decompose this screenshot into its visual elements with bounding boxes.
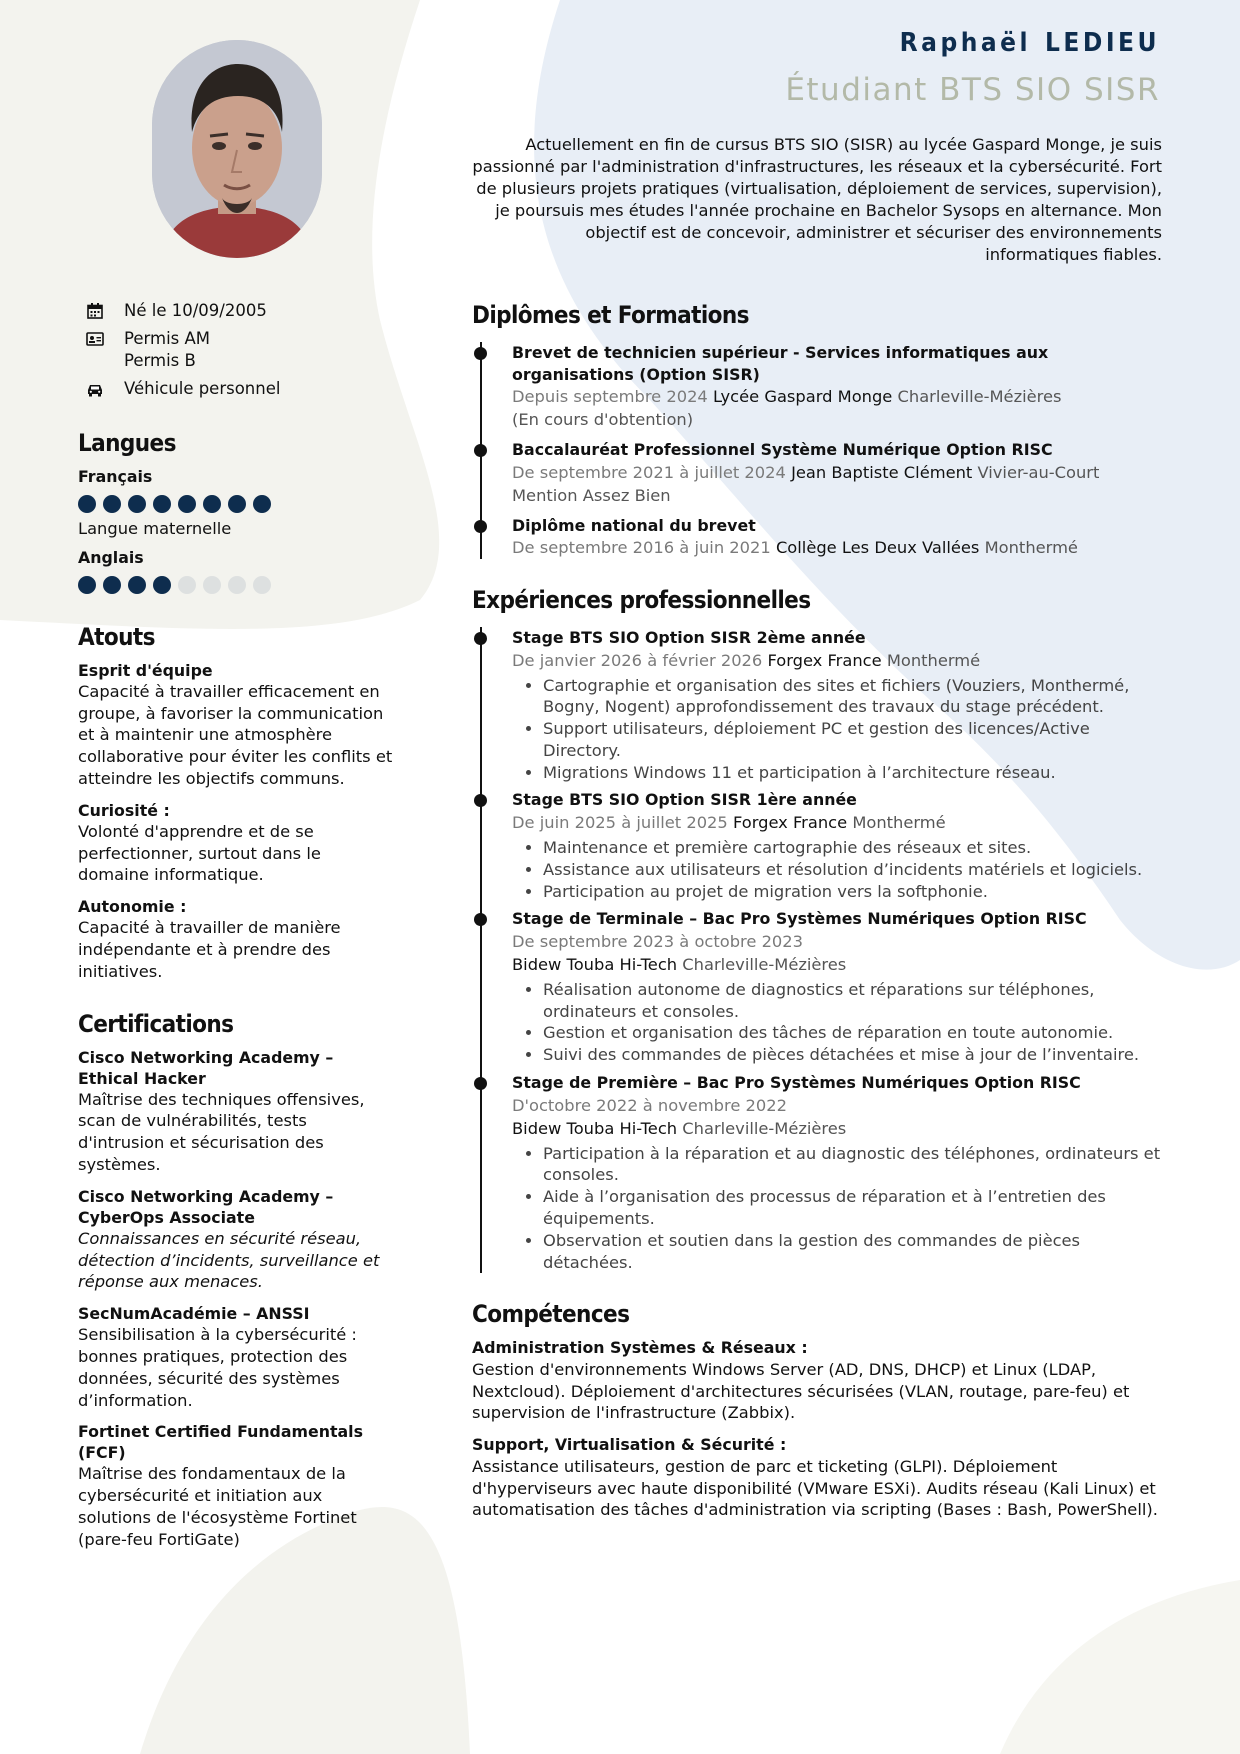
vehicle-text: Véhicule personnel <box>124 379 281 398</box>
strength-item <box>78 660 396 790</box>
education-meta <box>512 385 1164 408</box>
vehicle-row <box>78 378 396 400</box>
experience-points <box>512 675 1164 784</box>
experience-company: Forgex France <box>767 650 882 670</box>
experience-point: • Cartographie et organisation des sites et fichiers (Vouziers, Monthermé, Bogny, Nogent) approfondissement des travaux du stage précédent. <box>543 675 1164 719</box>
experience-title-text: Stage de Première – Bac Pro Systèmes Numériques Option RISC <box>512 1073 1081 1093</box>
language-name: Anglais <box>78 547 144 567</box>
education-school: Jean Baptiste Clément <box>791 462 973 482</box>
level-dot-filled <box>203 495 221 513</box>
level-dot-filled <box>153 495 171 513</box>
experience-company: Bidew Touba Hi-Tech <box>512 954 678 974</box>
experience-point: • Suivi des commandes de pièces détachées et mise à jour de l’inventaire. <box>543 1044 1164 1066</box>
timeline-bullet <box>474 520 487 533</box>
strength-label: Autonomie : <box>78 897 187 917</box>
experience-point: • Assistance aux utilisateurs et résolution d’incidents matériels et logiciels. <box>543 859 1164 881</box>
birthdate-row <box>78 300 396 322</box>
experience-point: • Réalisation autonome de diagnostics et réparations sur téléphones, ordinateurs et consoles. <box>543 979 1164 1023</box>
education-section <box>472 300 1164 559</box>
certification-label: Cisco Networking Academy – CyberOps Associate <box>78 1186 334 1227</box>
skill-item <box>472 1434 1164 1521</box>
strength-label: Esprit d'équipe <box>78 660 213 680</box>
education-extra: (En cours d'obtention) <box>512 410 694 429</box>
language-level-dots <box>78 495 396 513</box>
level-dot-filled <box>178 495 196 513</box>
experience-place: Charleville-Mézières <box>682 1118 847 1138</box>
experience-company: Bidew Touba Hi-Tech <box>512 1118 678 1138</box>
personal-info <box>78 300 396 400</box>
experience-points <box>512 1143 1164 1274</box>
skill-item <box>472 1337 1164 1424</box>
timeline-bullet <box>474 632 487 645</box>
skill-label: Support, Virtualisation & Sécurité : <box>472 1435 787 1455</box>
strengths-title: Atouts <box>78 622 155 651</box>
education-school: Lycée Gaspard Monge <box>712 387 893 406</box>
car-icon <box>86 380 104 398</box>
education-timeline <box>472 342 1164 559</box>
experience-title-text: Stage de Terminale – Bac Pro Systèmes Numériques Option RISC <box>512 909 1087 929</box>
strength-item <box>78 896 396 982</box>
license-am-text: Permis AM <box>124 329 211 348</box>
skill-label: Administration Systèmes & Réseaux : <box>472 1338 808 1358</box>
education-meta <box>512 536 1164 559</box>
certification-item <box>78 1303 396 1411</box>
experience-meta <box>512 953 1164 976</box>
certification-item <box>78 1421 396 1550</box>
birthdate-text: Né le 10/09/2005 <box>124 301 267 320</box>
strength-item <box>78 800 396 886</box>
experience-place: Charleville-Mézières <box>682 954 847 974</box>
certification-text: Maîtrise des fondamentaux de la cybersécurité et initiation aux solutions de l'écosystème Fortinet (pare-feu FortiGate) <box>78 1464 357 1549</box>
level-dot-filled <box>228 495 246 513</box>
level-dot-empty <box>178 576 196 594</box>
experience-points <box>512 979 1164 1066</box>
language-note: Langue maternelle <box>78 519 232 538</box>
certification-label: SecNumAcadémie – ANSSI <box>78 1304 310 1324</box>
certification-text: Sensibilisation à la cybersécurité : bonnes pratiques, protection des données, sécurité des systèmes d’information. <box>78 1325 357 1410</box>
certification-text: Maîtrise des techniques offensives, scan de vulnérabilités, tests d'intrusion et sécurisation des systèmes. <box>78 1089 365 1174</box>
certification-text: Connaissances en sécurité réseau, détection d’incidents, surveillance et réponse aux menaces. <box>78 1228 380 1292</box>
level-dot-filled <box>103 576 121 594</box>
calendar-icon <box>86 302 104 320</box>
profile-photo <box>152 40 322 258</box>
education-date: De septembre 2021 à juillet 2024 <box>512 462 786 482</box>
education-date: Depuis septembre 2024 <box>512 387 708 406</box>
certification-item <box>78 1186 396 1293</box>
level-dot-filled <box>153 576 171 594</box>
level-dot-empty <box>228 576 246 594</box>
languages-title: Langues <box>78 429 176 457</box>
experience-point: • Support utilisateurs, déploiement PC et gestion des licences/Active Directory. <box>543 718 1164 762</box>
education-school: Collège Les Deux Vallées <box>775 538 980 557</box>
strength-text: Capacité à travailler efficacement en groupe, à favoriser la communication et à maintenir une atmosphère collaborative pour éviter les conflits et atteindre les objectifs communs. <box>78 681 393 788</box>
portrait-image <box>152 40 322 258</box>
level-dot-empty <box>253 576 271 594</box>
profile-summary: Actuellement en fin de cursus BTS SIO (SISR) au lycée Gaspard Monge, je suis passionné par l'administration d'infrastructures, les réseaux et la cybersécurité. Fort de plusieurs projets pratiques (virtualisation, déploiement de services, supervision), je poursuis mes études l'année prochaine en Bachelor Sysops en alternance. Mon objectif est de concevoir, administrer et sécuriser des environnements informatiques fiables. <box>472 135 1162 264</box>
experience-point: • Participation à la réparation et au diagnostic des téléphones, ordinateurs et consoles. <box>543 1143 1164 1187</box>
experience-title: Expériences professionnelles <box>472 586 811 614</box>
certifications-title: Certifications <box>78 1009 234 1038</box>
experience-point: • Aide à l’organisation des processus de réparation et à l’entretien des équipements. <box>543 1186 1164 1230</box>
experience-title-text: Stage BTS SIO Option SISR 1ère année <box>512 790 857 810</box>
experience-point: • Maintenance et première cartographie des réseaux et sites. <box>543 837 1164 859</box>
education-item <box>472 439 1164 507</box>
education-meta <box>512 461 1164 484</box>
left-column <box>78 300 396 1561</box>
strength-text: Volonté d'apprendre et de se perfectionner, surtout dans le domaine informatique. <box>78 821 321 885</box>
education-date: De septembre 2016 à juin 2021 <box>512 538 771 557</box>
experience-item <box>472 1072 1164 1273</box>
strength-label: Curiosité : <box>78 800 170 820</box>
languages-section <box>78 428 396 594</box>
timeline-bullet <box>474 444 487 457</box>
experience-point: • Gestion et organisation des tâches de réparation en toute autonomie. <box>543 1022 1164 1044</box>
experience-item <box>472 789 1164 902</box>
timeline-bullet <box>474 347 487 360</box>
level-dot-filled <box>78 495 96 513</box>
level-dot-empty <box>203 576 221 594</box>
timeline-bullet <box>474 794 487 807</box>
experience-point: • Migrations Windows 11 et participation à l’architecture réseau. <box>543 762 1164 784</box>
timeline-bullet <box>474 913 487 926</box>
level-dot-filled <box>128 495 146 513</box>
strengths-section <box>78 622 396 983</box>
experience-date: De septembre 2023 à octobre 2023 <box>512 931 804 951</box>
education-item <box>472 515 1164 560</box>
job-title: Étudiant BTS SIO SISR <box>785 72 1160 108</box>
skill-text: Assistance utilisateurs, gestion de parc et ticketing (GLPI). Déploiement d'hyperviseurs avec haute disponibilité (VMware ESXi). Audits réseau (Kali Linux) et automatisation des tâches d'administration via scripting (Bases : Bash, PowerShell). <box>472 1456 1158 1520</box>
experience-meta <box>512 811 1164 834</box>
strength-text: Capacité à travailler de manière indépendante et à prendre des initiatives. <box>78 918 341 981</box>
certifications-section <box>78 1009 396 1551</box>
experience-item <box>472 908 1164 1066</box>
experience-date: De juin 2025 à juillet 2025 <box>512 812 728 832</box>
education-item <box>472 342 1164 431</box>
level-dot-filled <box>78 576 96 594</box>
level-dot-filled <box>128 576 146 594</box>
experience-place: Monthermé <box>852 812 946 832</box>
level-dot-filled <box>103 495 121 513</box>
language-french <box>78 466 396 540</box>
education-place: Monthermé <box>984 538 1078 557</box>
education-title: Diplômes et Formations <box>472 301 749 329</box>
experience-item <box>472 627 1164 783</box>
experience-company: Forgex France <box>732 812 848 832</box>
education-title-text: Diplôme national du brevet <box>512 515 756 535</box>
experience-title-text: Stage BTS SIO Option SISR 2ème année <box>512 628 866 647</box>
experience-date: D'octobre 2022 à novembre 2022 <box>512 1095 787 1115</box>
license-row <box>78 328 396 372</box>
education-place: Vivier-au-Court <box>977 462 1100 482</box>
education-place: Charleville-Mézières <box>897 387 1062 406</box>
language-level-dots <box>78 576 396 594</box>
experience-meta <box>512 649 1164 672</box>
certification-item <box>78 1047 396 1176</box>
experience-place: Monthermé <box>886 650 981 670</box>
skills-section <box>472 1299 1164 1521</box>
skill-text: Gestion d'environnements Windows Server (AD, DNS, DHCP) et Linux (LDAP, Nextcloud). Déploiement d'architectures sécurisées (VLAN, routage, pare-feu) et supervision de l'infrastructure (Zabbix). <box>472 1359 1130 1423</box>
right-column <box>472 300 1164 1531</box>
id-card-icon <box>86 330 104 348</box>
certification-label: Cisco Networking Academy – Ethical Hacker <box>78 1047 334 1088</box>
experience-point: • Participation au projet de migration vers la softphonie. <box>543 881 1164 903</box>
education-extra: Mention Assez Bien <box>512 485 671 505</box>
experience-timeline <box>472 627 1164 1273</box>
experience-date: De janvier 2026 à février 2026 <box>512 650 763 670</box>
license-b-text: Permis B <box>124 351 196 370</box>
experience-point: • Observation et soutien dans la gestion des commandes de pièces détachées. <box>543 1230 1164 1274</box>
certification-label: Fortinet Certified Fundamentals (FCF) <box>78 1422 363 1463</box>
level-dot-filled <box>253 495 271 513</box>
experience-section <box>472 585 1164 1273</box>
full-name: Raphaël LEDIEU <box>899 28 1160 58</box>
education-title-text: Baccalauréat Professionnel Système Numérique Option RISC <box>512 440 1053 459</box>
experience-meta <box>512 1117 1164 1140</box>
experience-points <box>512 837 1164 902</box>
skills-title: Compétences <box>472 1300 630 1329</box>
education-title-text: Brevet de technicien supérieur - Services informatiques aux organisations (Option SISR) <box>512 343 1049 384</box>
language-name: Français <box>78 467 153 486</box>
timeline-bullet <box>474 1077 487 1090</box>
language-english <box>78 547 396 594</box>
